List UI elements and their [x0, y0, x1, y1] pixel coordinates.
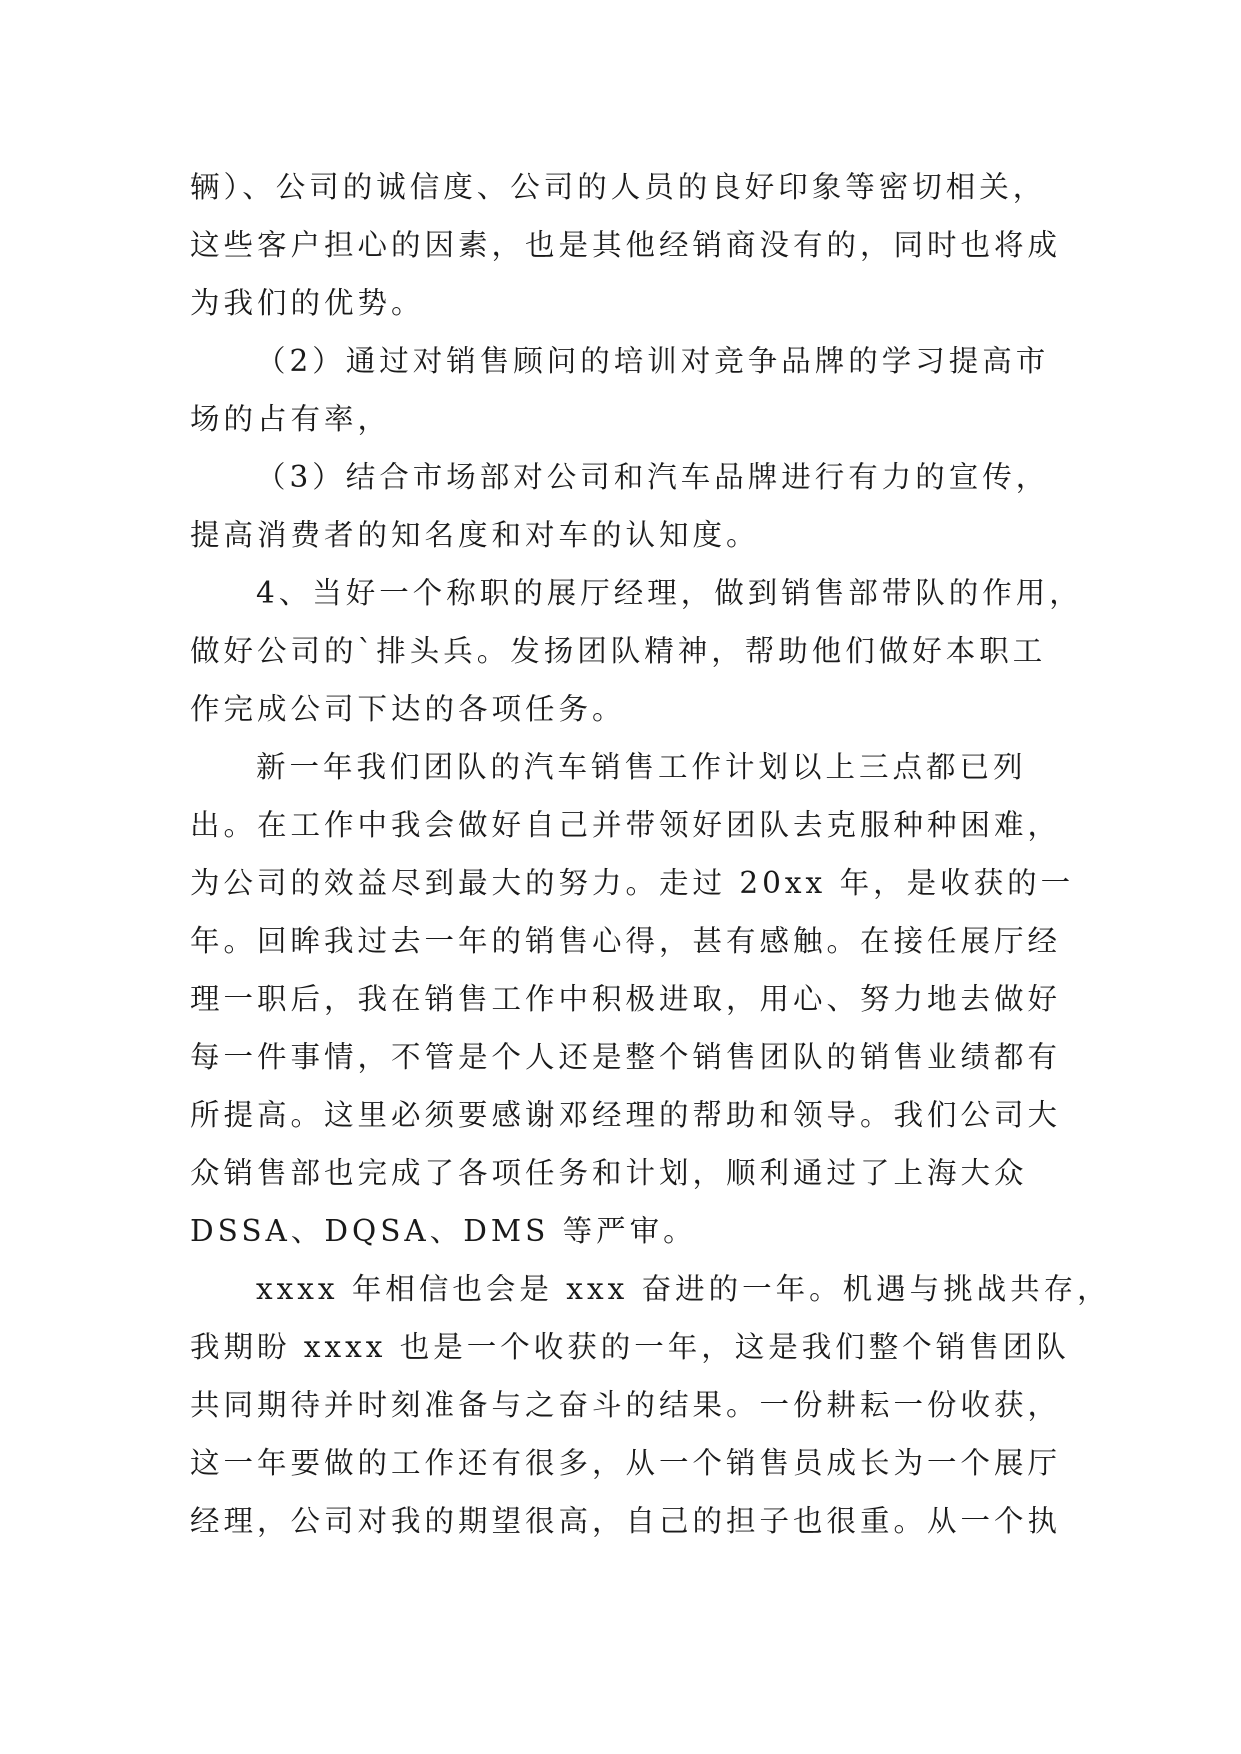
text-line: 辆）、公司的诚信度、公司的人员的良好印象等密切相关， — [190, 170, 1047, 204]
text-line: 每一件事情，不管是个人还是整个销售团队的销售业绩都有 — [190, 1040, 1062, 1074]
text-line: 为我们的优势。 — [190, 286, 425, 320]
paragraph — [190, 564, 1083, 738]
paragraph — [190, 738, 1075, 1260]
text-line: 经理，公司对我的期望很高，自己的担子也很重。从一个执 — [190, 1504, 1062, 1538]
document-body — [190, 158, 1111, 1550]
text-line: 4、当好一个称职的展厅经理，做到销售部带队的作用， — [256, 576, 1083, 610]
text-line: 提高消费者的知名度和对车的认知度。 — [190, 518, 760, 552]
text-line: 作完成公司下达的各项任务。 — [190, 692, 626, 726]
text-line: xxxx 年相信也会是 xxx 奋进的一年。机遇与挑战共存， — [256, 1272, 1111, 1306]
text-line: 出。在工作中我会做好自己并带领好团队去克服种种困难， — [190, 808, 1062, 842]
text-line: 场的占有率， — [190, 402, 392, 436]
text-line: 众销售部也完成了各项任务和计划，顺利通过了上海大众 — [190, 1156, 1028, 1190]
text-line: 理一职后，我在销售工作中积极进取，用心、努力地去做好 — [190, 982, 1062, 1016]
paragraph — [190, 1260, 1111, 1550]
paragraph — [190, 332, 1050, 448]
text-line: （3）结合市场部对公司和汽车品牌进行有力的宣传， — [256, 460, 1050, 494]
text-line: 这一年要做的工作还有很多，从一个销售员成长为一个展厅 — [190, 1446, 1062, 1480]
text-line: 这些客户担心的因素，也是其他经销商没有的，同时也将成 — [190, 228, 1062, 262]
text-line: 我期盼 xxxx 也是一个收获的一年，这是我们整个销售团队 — [190, 1330, 1070, 1364]
text-line: 所提高。这里必须要感谢邓经理的帮助和领导。我们公司大 — [190, 1098, 1062, 1132]
text-line: 年。回眸我过去一年的销售心得，甚有感触。在接任展厅经 — [190, 924, 1062, 958]
text-line: 为公司的效益尽到最大的努力。走过 20xx 年，是收获的一 — [190, 866, 1075, 900]
text-line: （2）通过对销售顾问的培训对竞争品牌的学习提高市 — [256, 344, 1050, 378]
text-line: 新一年我们团队的汽车销售工作计划以上三点都已列 — [256, 750, 1027, 784]
paragraph — [190, 448, 1050, 564]
text-line: 做好公司的`排头兵。发扬团队精神，帮助他们做好本职工 — [190, 634, 1047, 668]
paragraph — [190, 158, 1062, 332]
text-line: DSSA、DQSA、DMS 等严审。 — [190, 1214, 697, 1248]
text-line: 共同期待并时刻准备与之奋斗的结果。一份耕耘一份收获， — [190, 1388, 1062, 1422]
